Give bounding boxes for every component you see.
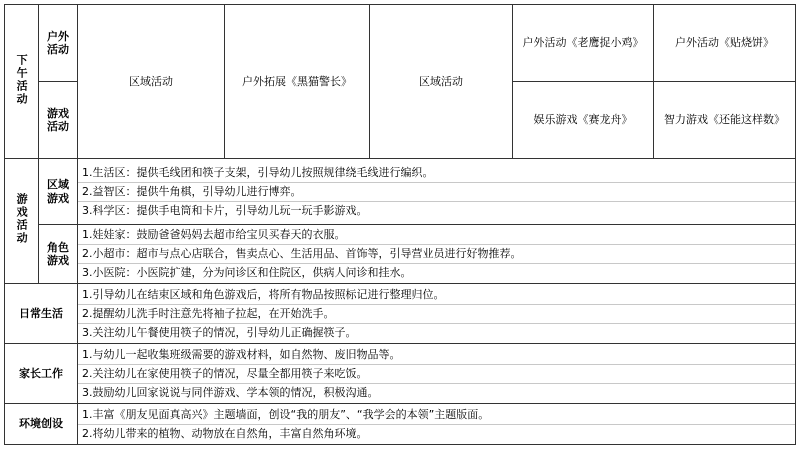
role-games-line: 1.娃娃家：鼓励爸爸妈妈去超市给宝贝买春天的衣服。 — [78, 226, 795, 245]
afternoon-col-3: 区域活动 — [370, 5, 513, 159]
home-work-line: 1.与幼儿一起收集班级需要的游戏材料，如自然物、废旧物品等。 — [78, 346, 795, 365]
game-label-cell — [39, 82, 78, 159]
role-games-content — [78, 225, 796, 284]
outdoor-label: 户外活动 — [47, 29, 69, 56]
role-games-line: 3.小医院：小医院扩建，分为问诊区和住院区，供病人问诊和挂水。 — [82, 266, 412, 279]
daily-life-label: 日常生活 — [5, 284, 78, 344]
environment-line: 2.将幼儿带来的植物、动物放在自然角，丰富自然角环境。 — [82, 426, 368, 440]
daily-life-line: 3.关注幼儿午餐使用筷子的情况，引导幼儿正确握筷子。 — [82, 325, 357, 339]
home-work-line: 2.关注幼儿在家使用筷子的情况，尽量全都用筷子来吃饭。 — [78, 365, 795, 384]
home-work-content — [78, 344, 796, 404]
afternoon-col-4-outdoor: 户外活动《老鹰捉小鸡》 — [513, 5, 654, 82]
area-games-line: 1.生活区：提供毛线团和筷子支架，引导幼儿按照规律绕毛线进行编织。 — [78, 164, 795, 183]
environment-content — [78, 404, 796, 445]
daily-life-content — [78, 284, 796, 344]
afternoon-col-2: 户外拓展《黑猫警长》 — [225, 5, 370, 159]
games-label-cell — [5, 159, 39, 284]
game-label: 游戏活动 — [47, 106, 69, 133]
environment-row — [5, 404, 796, 445]
role-games-label: 角色游戏 — [47, 240, 69, 267]
role-games-line: 2.小超市：超市与点心店联合，售卖点心、生活用品、首饰等，引导营业员进行好物推荐。 — [78, 245, 795, 264]
daily-life-line: 2.提醒幼儿洗手时注意先将袖子拉起，在开始洗手。 — [78, 305, 795, 324]
games-label: 游戏活动 — [15, 193, 29, 246]
environment-line: 1.丰富《朋友见面真高兴》主题墙面，创设“我的朋友”、“我学会的本领”主题版面。 — [78, 406, 795, 425]
afternoon-label-cell — [5, 5, 39, 159]
afternoon-outdoor-row — [5, 5, 796, 82]
area-games-line: 2.益智区：提供牛角棋，引导幼儿进行博弈。 — [78, 183, 795, 202]
home-work-label: 家长工作 — [5, 344, 78, 404]
role-games-row — [5, 225, 796, 284]
area-games-row — [5, 159, 796, 225]
daily-life-line: 1.引导幼儿在结束区域和角色游戏后，将所有物品按照标记进行整理归位。 — [78, 286, 795, 305]
home-work-row — [5, 344, 796, 404]
afternoon-col-5-outdoor: 户外活动《贴烧饼》 — [654, 5, 796, 82]
afternoon-col-1: 区域活动 — [78, 5, 225, 159]
outdoor-label-cell — [39, 5, 78, 82]
afternoon-col-4-game: 娱乐游戏《赛龙舟》 — [513, 82, 654, 159]
home-work-line: 3.鼓励幼儿回家说说与同伴游戏、学本领的情况，积极沟通。 — [82, 385, 379, 399]
afternoon-col-5-game: 智力游戏《还能这样数》 — [654, 82, 796, 159]
area-games-content — [78, 159, 796, 225]
afternoon-label: 下午活动 — [15, 53, 29, 106]
environment-label: 环境创设 — [5, 404, 78, 445]
area-games-line: 3.科学区：提供手电筒和卡片，引导幼儿玩一玩手影游戏。 — [82, 203, 368, 217]
daily-life-row — [5, 284, 796, 344]
area-games-label-cell — [39, 159, 78, 225]
area-games-label: 区域游戏 — [47, 178, 69, 205]
weekly-plan-table — [4, 4, 796, 445]
role-games-label-cell — [39, 225, 78, 284]
